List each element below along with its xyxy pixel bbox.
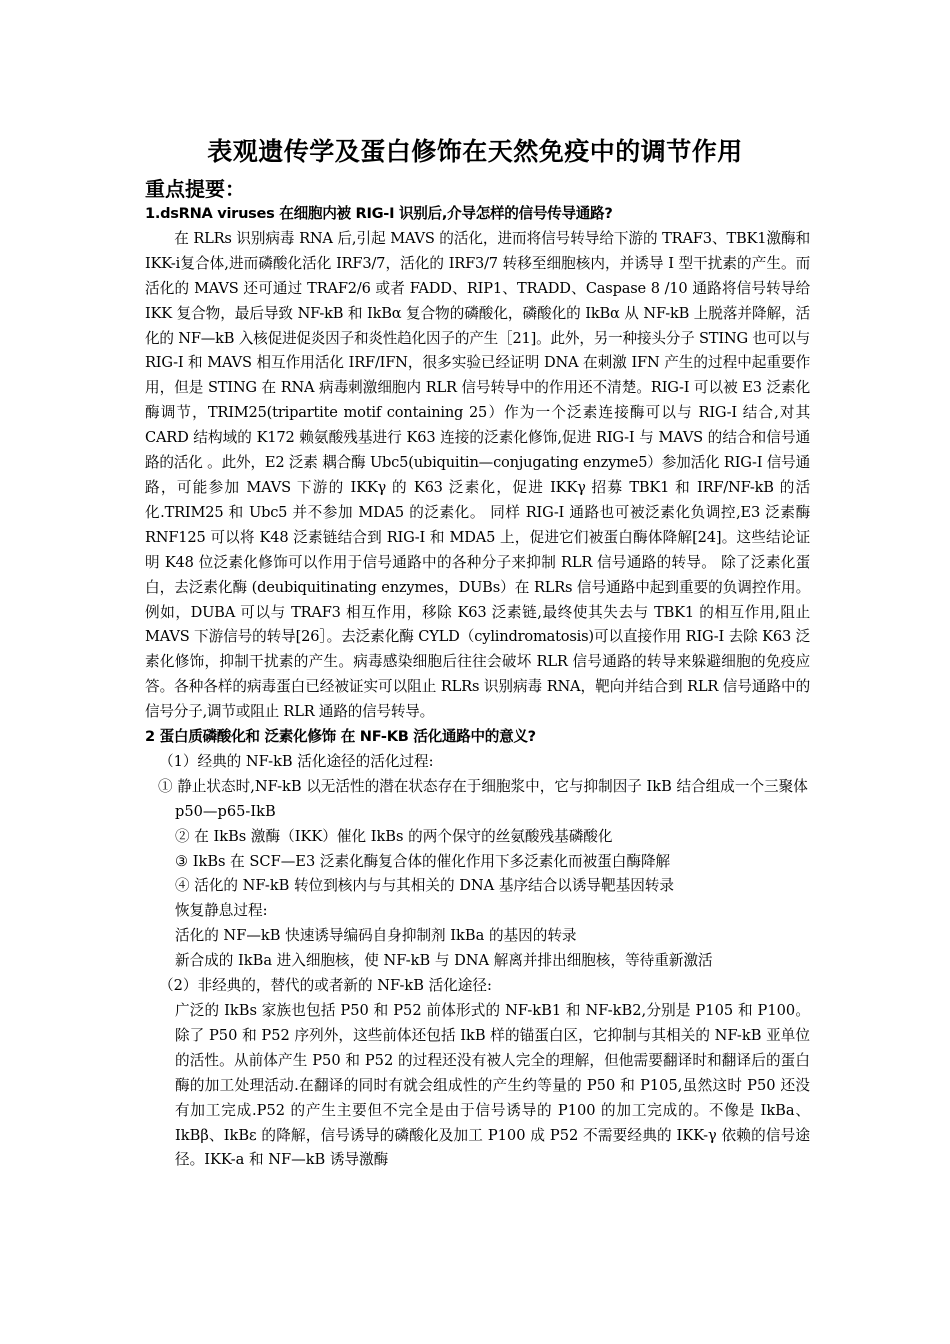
subsection-classic-pathway: （1）经典的 NF-kB 活化途径的活化过程: — [159, 752, 434, 770]
answer-paragraph-2: 广泛的 IkBs 家族也包括 P50 和 P52 前体形式的 NF-kB1 和 NF-kB2,分别是 P105 和 P100。除了 P50 和 P52 序列外，这些前体还包括 IkB 样的锚蛋白区，它抑制与其相关的 NF-kB 亚单位的活性。从前体产生 P50 和 P52 的过程还没有被人完全的理解，但他需要翻译时和翻译后的蛋白酶的加工处理活动.在翻译的同时有就会组成性的产生约等量的 P50 和 P105,虽然这时 P50 还没有加工完成.P52 的产生主要但不完全是由于信号诱导的 P100 的加工完成的。不像是 IkBa、IkBβ、IkBε 的降解，信号诱导的磷酸化及加工 P100 成 P52 不需要经典的 IKK-γ 依赖的信号途径。IKK-a 和 NF—kB 诱导激酶 — [175, 1002, 810, 1169]
list-item-4: ④ 活化的 NF-kB 转位到核内与与其相关的 DNA 基序结合以诱导靶基因转录 — [175, 877, 674, 895]
subsection-alternative-pathway: （2）非经典的，替代的或者新的 NF-kB 活化途径: — [159, 977, 492, 995]
document-body — [145, 202, 810, 1173]
question-1: 1.dsRNA viruses 在细胞内被 RIG-Ⅰ 识别后,介导怎样的信号传导通路? — [145, 205, 613, 222]
recovery-heading: 恢复静息过程: — [175, 902, 268, 920]
list-item-2: ② 在 IkBs 激酶（IKK）催化 IkBs 的两个保守的丝氨酸残基磷酸化 — [175, 827, 613, 845]
list-item-3: ③ IkBs 在 SCF—E3 泛素化酶复合体的催化作用下多泛素化而被蛋白酶降解 — [175, 852, 671, 870]
answer-paragraph-1: 在 RLRs 识别病毒 RNA 后,引起 MAVS 的活化，进而将信号转导给下游的 TRAF3、TBK1激酶和IKK-i复合体,进而磷酸化活化 IRF3/7，活化的 IRF3/7 转移至细胞核内，并诱导 I 型干扰素的产生。而活化的 MAVS 还可通过 TRAF2/6 或者 FADD、RIP1、TRADD、Caspase 8 /10 通路将信号转导给 IKK 复合物，最后导致 NF-kB 和 IkBα 复合物的磷酸化，磷酸化的 IkBα 从 NF-kB 上脱落并降解，活化的 NF—kB 入核促进促炎因子和炎性趋化因子的产生［21]。此外，另一种接头分子 STING 也可以与 RIG-I 和 MAVS 相互作用活化 IRF/IFN，很多实验已经证明 DNA 在刺激 IFN 产生的过程中起重要作用，但是 STING 在 RNA 病毒刺激细胞内 RLR 信号转导中的作用还不清楚。RIG-I 可以被 E3 泛素化酶调节，TRIM25(tripartite motif containing 25）作为一个泛素连接酶可以与 RIG-I 结合,对其 CARD 结构域的 K172 赖氨酸残基进行 K63 连接的泛素化修饰,促进 RIG-I 与 MAVS 的结合和信号通路的活化 。此外，E2 泛素 耦合酶 Ubc5(ubiquitin—conjugating enzyme5）参加活化 RIG-I 信号通路，可能参加 MAVS 下游的 IKKγ 的 K63 泛素化，促进 IKKγ 招募 TBK1 和 IRF/NF-kB 的活化.TRIM25 和 Ubc5 并不参加 MDA5 的泛素化。 同样 RIG-I 通路也可被泛素化负调控,E3 泛素酶 RNF125 可以将 K48 泛素链结合到 RIG-I 和 MDA5 上，促进它们被蛋白酶体降解[24]。这些结论证明 K48 位泛素化修饰可以作用于信号通路中的各种分子来抑制 RLR 信号通路的转导。 除了泛素化蛋白，去泛素化酶 (deubiquitinating enzymes，DUBs）在 RLRs 信号通路中起到重要的负调控作用。例如，DUBA 可以与 TRAF3 相互作用，移除 K63 泛素链,最终使其失去与 TBK1 的相互作用,阻止 MAVS 下游信号的转导[26］。去泛素化酶 CYLD（cylindromatosis)可以直接作用 RIG-I 去除 K63 泛素化修饰，抑制干扰素的产生。病毒感染细胞后往往会破坏 RLR 信号通路的转导来躲避细胞的免疫应答。各种各样的病毒蛋白已经被证实可以阻止 RLRs 识别病毒 RNA，靶向并结合到 RLR 信号通路中的信号分子,调节或阻止 RLR 通路的信号转导。 — [145, 229, 810, 721]
document-title: 表观遗传学及蛋白修饰在天然免疫中的调节作用 — [207, 137, 743, 166]
question-2: 2 蛋白质磷酸化和 泛素化修饰 在 NF-KB 活化通路中的意义? — [145, 728, 536, 746]
list-item-1: ① 静止状态时,NF-kB 以无活性的潜在状态存在于细胞浆中，它与抑制因子 IkB 结合组成一个三聚体 p50—p65-IkB — [158, 777, 808, 820]
section-heading: 重点提要： — [145, 177, 245, 201]
recovery-line-2: 新合成的 IkBa 进入细胞核，使 NF-kB 与 DNA 解离并排出细胞核，等待重新激活 — [175, 952, 713, 970]
recovery-line-1: 活化的 NF—kB 快速诱导编码自身抑制剂 IkBa 的基因的转录 — [175, 927, 577, 945]
